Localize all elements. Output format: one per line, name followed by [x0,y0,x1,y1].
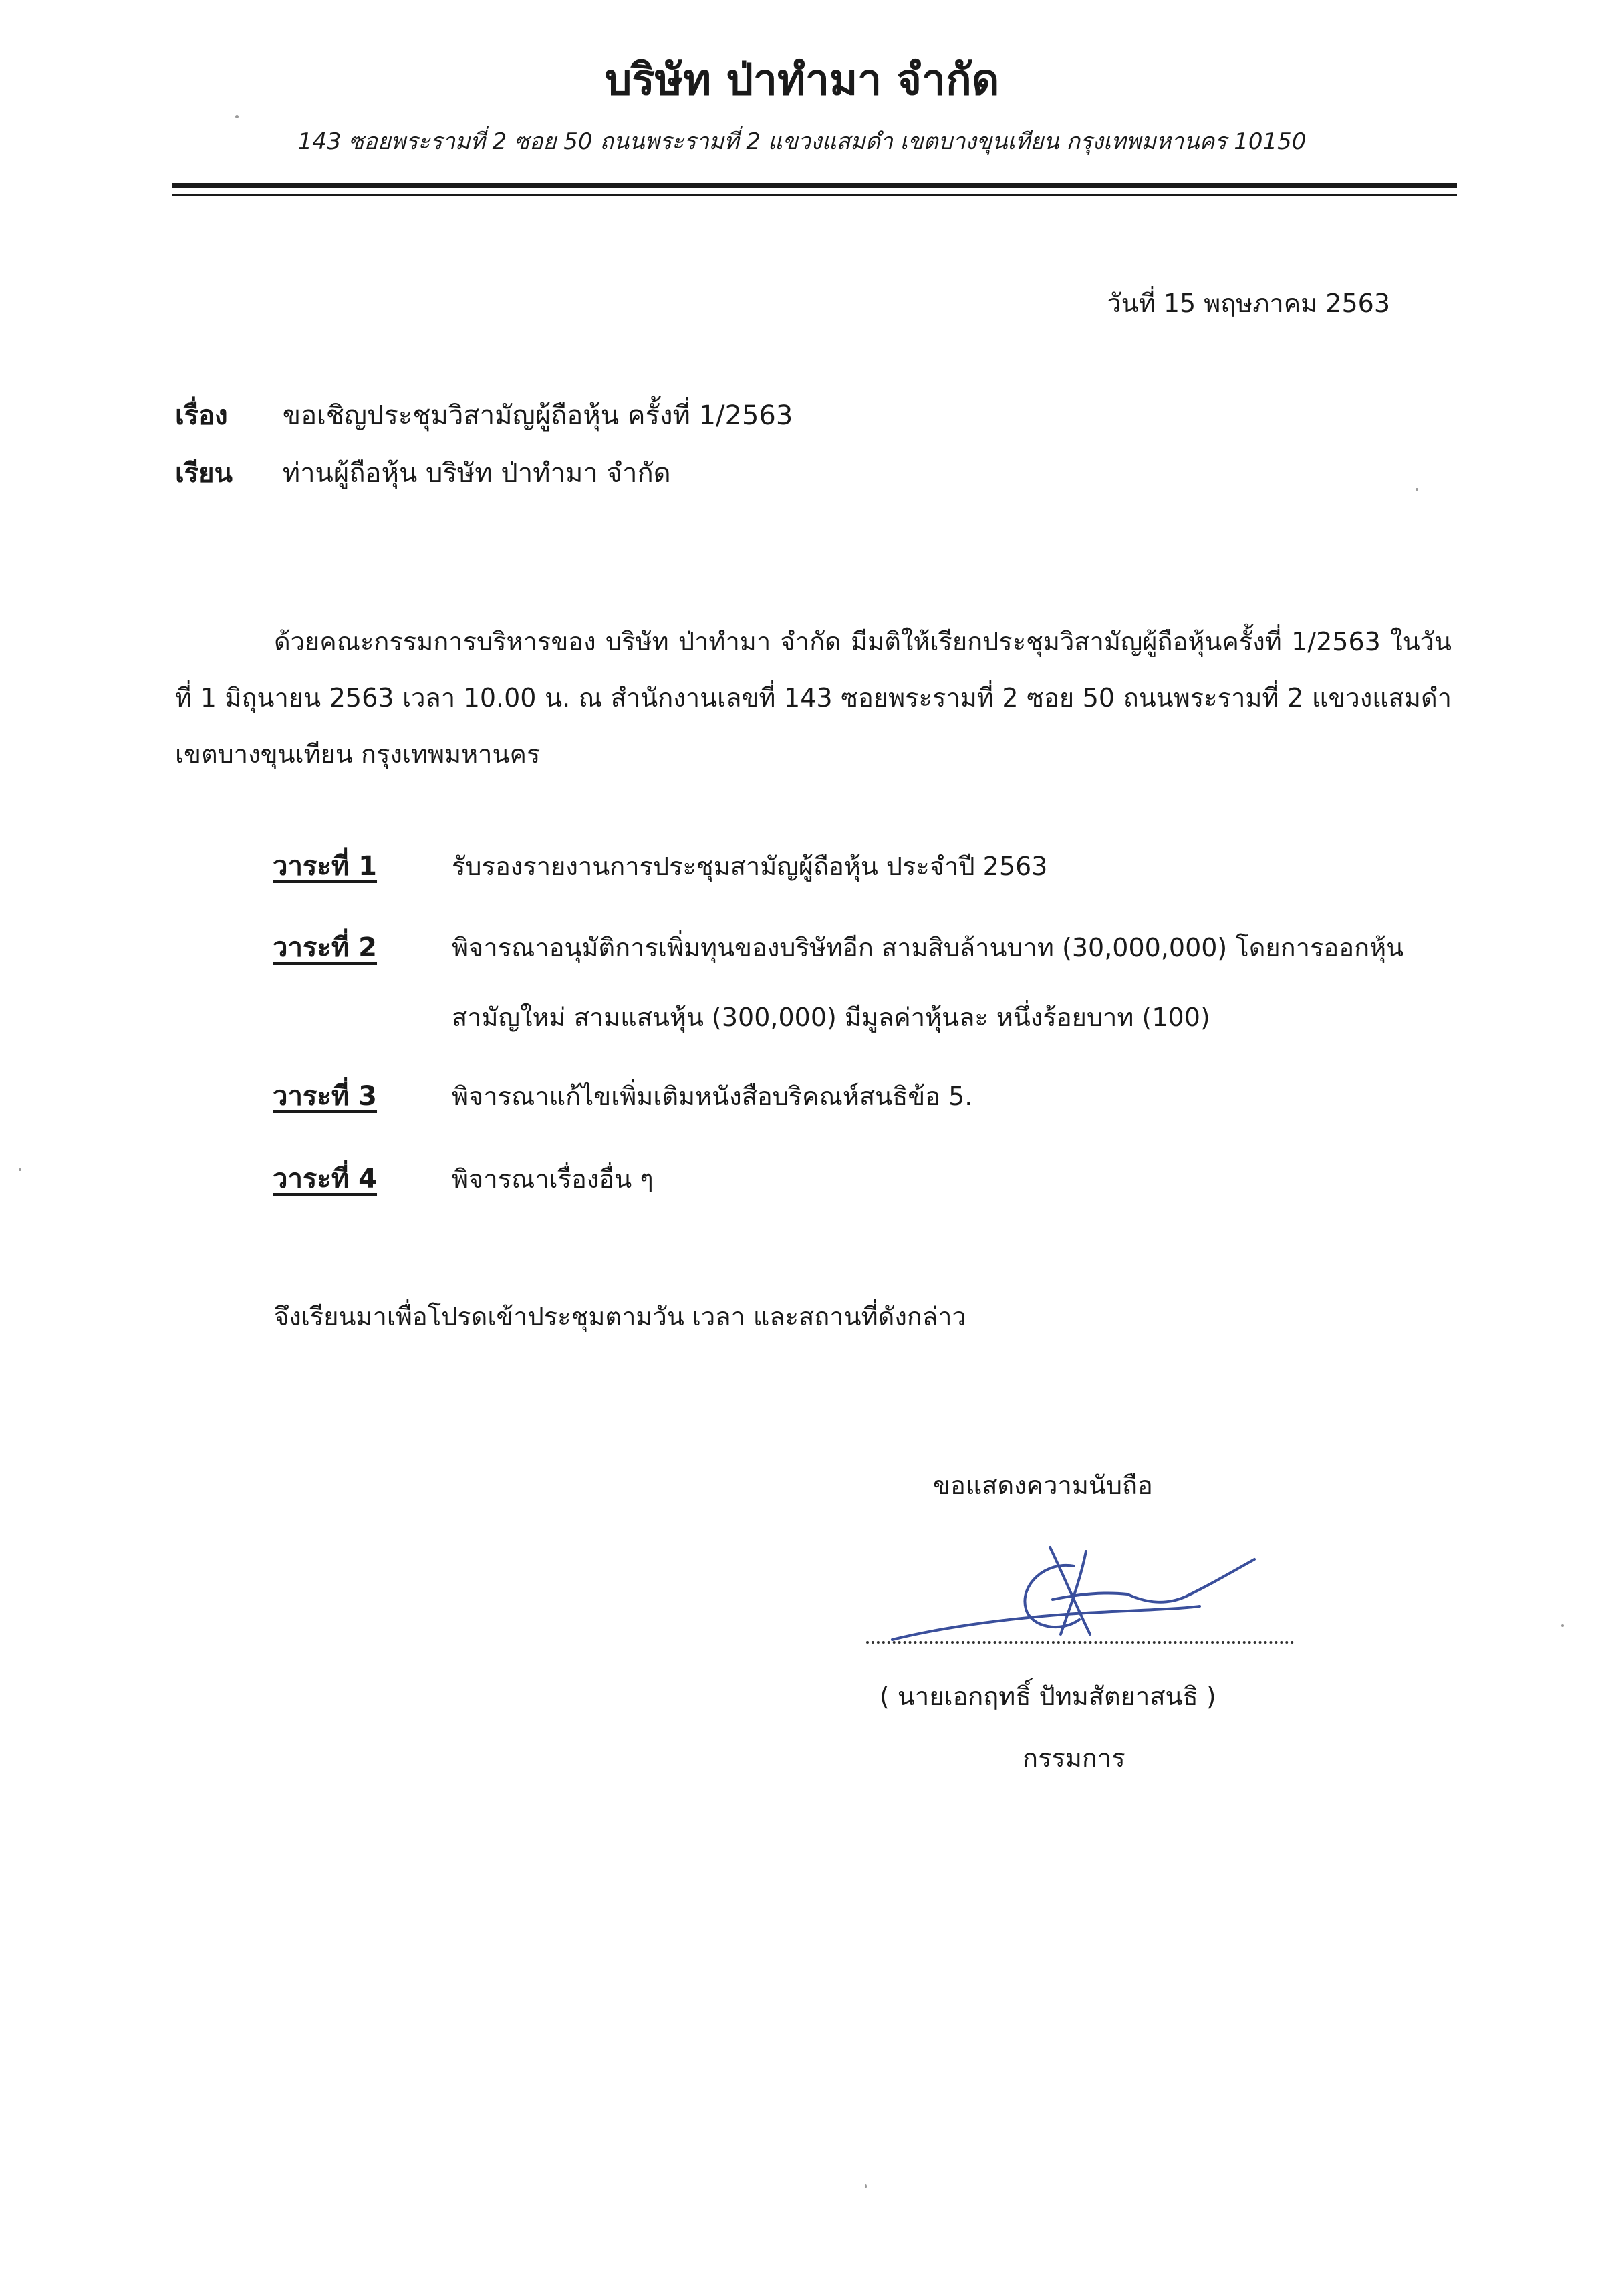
signer-title: กรรมการ [1023,1743,1125,1773]
document-date: วันที่ 15 พฤษภาคม 2563 [1107,289,1390,318]
scan-speck [865,2184,867,2188]
header-rule [172,183,1457,188]
recipient-value: ท่านผู้ถือหุ้น บริษัท ป่าทำมา จำกัด [282,458,671,489]
scan-speck [19,1168,21,1171]
scan-speck [1416,488,1418,491]
company-address: 143 ซอยพระรามที่ 2 ซอย 50 ถนนพระรามที่ 2 แขวงแสมดำ เขตบางขุนเทียน กรุงเทพมหานคร 10150 [297,128,1307,155]
scan-speck [1561,1624,1564,1627]
agenda-label-1: วาระที่ 1 [273,851,378,882]
closing-sentence: จึงเรียนมาเพื่อโปรดเข้าประชุมตามวัน เวลา และสถานที่ดังกล่าว [274,1302,966,1331]
header-rule-thin [172,194,1457,196]
recipient-row [175,453,671,493]
signature-line [866,1641,1294,1646]
subject-row [175,396,793,436]
agenda-text-1: รับรองรายงานการประชุมสามัญผู้ถือหุ้น ประจำปี 2563 [452,852,1048,881]
subject-label: เรื่อง [175,400,228,431]
recipient-label: เรียน [175,458,233,489]
agenda-label-4: วาระที่ 4 [273,1164,378,1194]
handwritten-signature [886,1534,1260,1648]
agenda-label-3: วาระที่ 3 [273,1081,378,1112]
agenda-text-3: พิจารณาแก้ไขเพิ่มเติมหนังสือบริคณห์สนธิข้อ 5. [452,1081,973,1111]
agenda-label-2: วาระที่ 2 [273,932,378,963]
subject-value: ขอเชิญประชุมวิสามัญผู้ถือหุ้น ครั้งที่ 1/2563 [282,400,793,431]
body-paragraph: ด้วยคณะกรรมการบริหารของ บริษัท ป่าทำมา จำกัด มีมติให้เรียกประชุมวิสามัญผู้ถือหุ้นครั้งที่ 1/2563 ในวันที่ 1 มิถุนายน 2563 เวลา 10.00 น. ณ สำนักงานเลขที่ 143 ซอยพระรามที่ 2 ซอย 50 ถนนพระรามที่ 2 แขวงแสมดำ เขตบางขุนเทียน กรุงเทพมหานคร [175,627,1452,769]
regards-line: ขอแสดงความนับถือ [933,1471,1153,1500]
signer-name: ( นายเอกฤทธิ์ ปัทมสัตยาสนธิ ) [880,1682,1216,1711]
agenda-text-2: พิจารณาอนุมัติการเพิ่มทุนของบริษัทอีก สามสิบล้านบาท (30,000,000) โดยการออกหุ้นสามัญใหม่ สามแสนหุ้น (300,000) มีมูลค่าหุ้นละ หนึ่งร้อยบาท (100) [452,933,1404,1032]
scan-speck [235,115,239,118]
agenda-text-4: พิจารณาเรื่องอื่น ๆ [452,1164,654,1194]
company-name: บริษัท ป่าทำมา จำกัด [604,55,1000,105]
